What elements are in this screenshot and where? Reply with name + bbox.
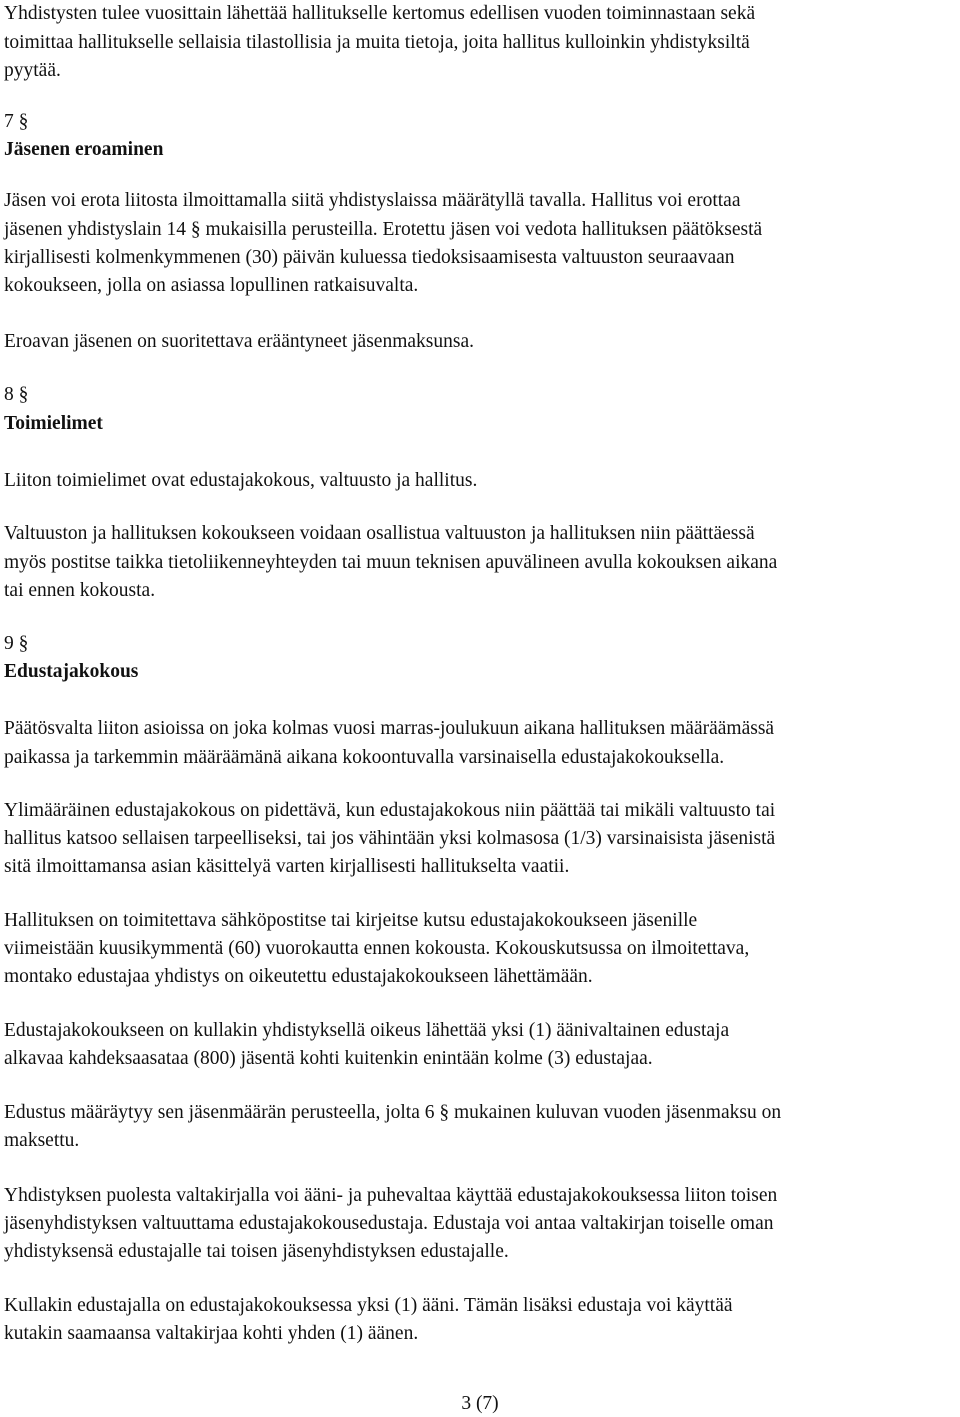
text-line: pyytää. xyxy=(4,60,61,81)
section-number: 8 § xyxy=(4,384,29,405)
text-line: Jäsen voi erota liitosta ilmoittamalla siitä yhdistyslaissa määrätyllä tavalla. Hallitus voi erottaa xyxy=(4,190,741,211)
text-line: kokoukseen, jolla on asiassa lopullinen ratkaisuvalta. xyxy=(4,275,419,296)
text-line: Edustus määräytyy sen jäsenmäärän perusteella, jolta 6 § mukainen kuluvan vuoden jäsenmaksu on xyxy=(4,1102,782,1123)
text-line: toimittaa hallitukselle sellaisia tilastollisia ja muita tietoja, joita hallitus kulloinkin yhdistyksiltä xyxy=(4,32,750,53)
text-line: maksettu. xyxy=(4,1130,80,1151)
text-line: sitä ilmoittamansa asian käsittelyä varten kirjallisesti hallitukselta vaatii. xyxy=(4,856,570,877)
text-line: Ylimääräinen edustajakokous on pidettävä, kun edustajakokous niin päättää tai mikäli valtuusto tai xyxy=(4,800,776,821)
text-line: Edustajakokoukseen on kullakin yhdistyksellä oikeus lähettää yksi (1) äänivaltainen edustaja xyxy=(4,1020,730,1041)
text-line: tai ennen kokousta. xyxy=(4,580,156,601)
text-line: montako edustajaa yhdistys on oikeutettu edustajakokoukseen lähettämään. xyxy=(4,966,593,987)
text-line: yhdistyksensä edustajalle tai toisen jäsenyhdistyksen edustajalle. xyxy=(4,1241,509,1262)
text-line: Hallituksen on toimitettava sähköpostitse tai kirjeitse kutsu edustajakokoukseen jäsenille xyxy=(4,910,698,931)
text-line: myös postitse taikka tietoliikenneyhteyden tai muun teknisen apuvälineen avulla kokouksen aikana xyxy=(4,552,778,573)
section-heading: Edustajakokous xyxy=(4,661,139,682)
text-line: kutakin saamaansa valtakirjaa kohti yhden (1) äänen. xyxy=(4,1323,419,1344)
text-line: Liiton toimielimet ovat edustajakokous, valtuusto ja hallitus. xyxy=(4,470,478,491)
text-line: viimeistään kuusikymmentä (60) vuorokautta ennen kokousta. Kokouskutsussa on ilmoitettava, xyxy=(4,938,750,959)
section-heading: Toimielimet xyxy=(4,413,103,434)
text-line: Valtuuston ja hallituksen kokoukseen voidaan osallistua valtuuston ja hallituksen niin päättäessä xyxy=(4,523,755,544)
text-line: hallitus katsoo sellaisen tarpeelliseksi, tai jos vähintään yksi kolmasosa (1/3) varsinaisista jäsenistä xyxy=(4,828,776,849)
text-line: jäsenen yhdistyslain 14 § mukaisilla perusteilla. Erotettu jäsen voi vedota hallituksen päätöksestä xyxy=(4,219,763,240)
text-line: Eroavan jäsenen on suoritettava erääntyneet jäsenmaksunsa. xyxy=(4,331,474,352)
section-number: 7 § xyxy=(4,111,29,132)
text-line: Päätösvalta liiton asioissa on joka kolmas vuosi marras-joulukuun aikana hallituksen määräämässä xyxy=(4,718,775,739)
text-line: Yhdistysten tulee vuosittain lähettää hallitukselle kertomus edellisen vuoden toiminnastaan sekä xyxy=(4,3,756,24)
page-number: 3 (7) xyxy=(461,1393,499,1414)
text-line: Yhdistyksen puolesta valtakirjalla voi ääni- ja puhevaltaa käyttää edustajakokouksessa liiton toisen xyxy=(4,1185,778,1206)
text-line: paikassa ja tarkemmin määräämänä aikana kokoontuvalla varsinaisella edustajakokouksella. xyxy=(4,747,725,768)
text-line: kirjallisesti kolmenkymmenen (30) päivän kuluessa tiedoksisaamisesta valtuuston seuraavaan xyxy=(4,247,735,268)
text-line: alkavaa kahdeksaasataa (800) jäsentä kohti kuitenkin enintään kolme (3) edustajaa. xyxy=(4,1048,653,1069)
text-line: Kullakin edustajalla on edustajakokouksessa yksi (1) ääni. Tämän lisäksi edustaja voi käyttää xyxy=(4,1295,733,1316)
text-line: jäsenyhdistyksen valtuuttama edustajakokousedustaja. Edustaja voi antaa valtakirjan toiselle oman xyxy=(4,1213,774,1234)
section-number: 9 § xyxy=(4,633,29,654)
section-heading: Jäsenen eroaminen xyxy=(4,139,164,160)
